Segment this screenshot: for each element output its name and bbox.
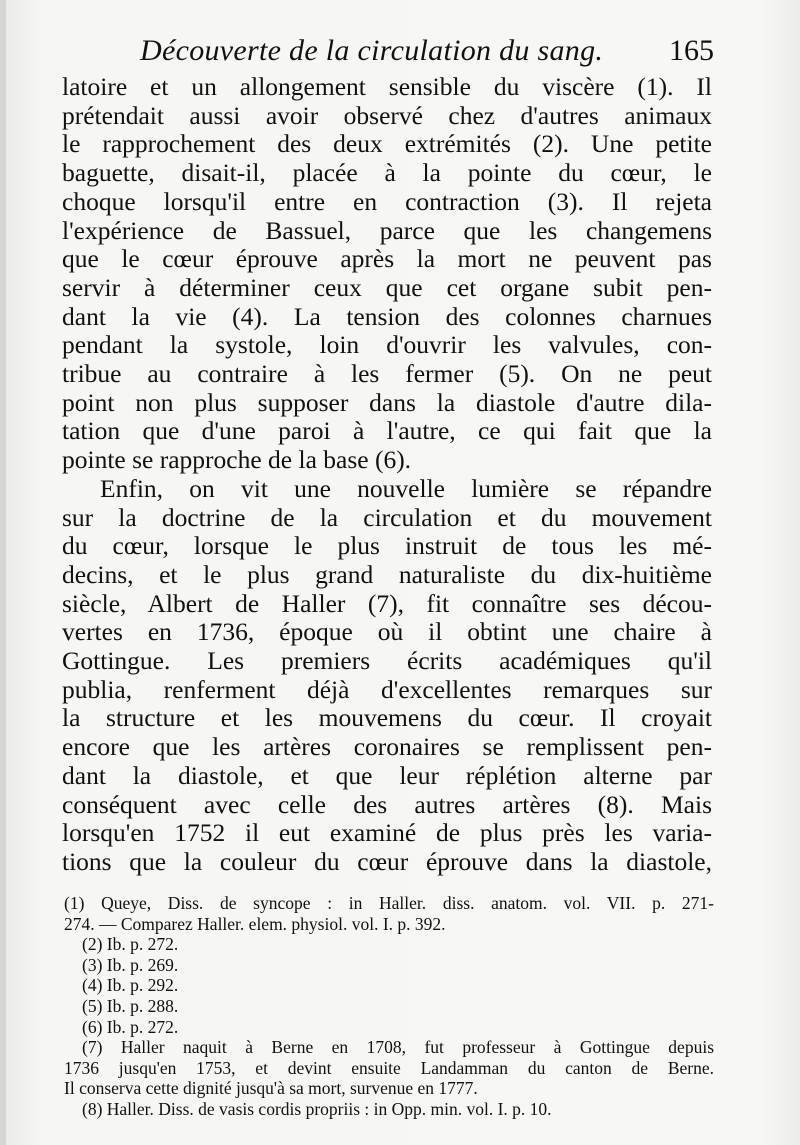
text-line: dant la diastole, et que leur réplétion alterne par [62, 760, 712, 790]
text-line: pendant la systole, loin d'ouvrir les valvules, con- [62, 330, 712, 360]
text-line: du cœur, lorsque le plus instruit de tous les mé- [62, 531, 712, 561]
text-line: sur la doctrine de la circulation et du mouvement [62, 502, 712, 532]
footnote-line: 1736 jusqu'en 1753, et devint ensuite Landamman du canton de Berne. [64, 1057, 714, 1078]
footnotes [64, 893, 714, 1120]
footnote-line: 274. — Comparez Haller. elem. physiol. vol. I. p. 392. [64, 913, 446, 934]
footnote-line: Il conserva cette dignité jusqu'à sa mort, survenue en 1777. [64, 1078, 478, 1099]
running-title: Découverte de la circulation du sang. [140, 34, 604, 67]
footnote-line: (8) Haller. Diss. de vasis cordis propriis : in Opp. min. vol. I. p. 10. [82, 1098, 552, 1119]
text-line: le rapprochement des deux extrémités (2). Une petite [62, 129, 712, 159]
footnote-line: (2) Ib. p. 272. [82, 934, 179, 955]
text-line: la structure et les mouvemens du cœur. Il croyait [62, 703, 712, 733]
text-line: tions que la couleur du cœur éprouve dans la diastole, [62, 846, 712, 876]
footnote-line: (6) Ib. p. 272. [82, 1016, 179, 1037]
footnote-line: (5) Ib. p. 288. [82, 995, 179, 1016]
page-number: 165 [669, 34, 714, 67]
text-line: publia, renferment déjà d'excellentes remarques sur [62, 674, 712, 704]
footnote-line: (1) Queye, Diss. de syncope : in Haller. diss. anatom. vol. VII. p. 271- [64, 893, 714, 913]
text-line: choque lorsqu'il entre en contraction (3). Il rejeta [62, 186, 712, 216]
text-line: tation que d'une paroi à l'autre, ce qui fait que la [62, 416, 712, 446]
body-text [62, 73, 712, 877]
text-line: lorsqu'en 1752 il eut examiné de plus près les varia- [62, 818, 712, 848]
page-edge-shadow [0, 0, 6, 1145]
text-line: point non plus supposer dans la diastole d'autre dila- [62, 387, 712, 417]
text-line: servir à déterminer ceux que cet organe subit pen- [62, 272, 712, 302]
text-line: baguette, disait-il, placée à la pointe du cœur, le [62, 158, 712, 188]
text-line: latoire et un allongement sensible du viscère (1). Il [62, 72, 712, 101]
text-line: que le cœur éprouve après la mort ne peuvent pas [62, 244, 712, 274]
footnote-line: (4) Ib. p. 292. [82, 975, 179, 996]
text-line: tribue au contraire à les fermer (5). On ne peut [62, 359, 712, 389]
footnote-line: (7) Haller naquit à Berne en 1708, fut professeur à Gottingue depuis [82, 1037, 714, 1058]
page-header [140, 34, 714, 74]
text-line: encore que les artères coronaires se remplissent pen- [62, 732, 712, 762]
footnote-line: (3) Ib. p. 269. [82, 954, 179, 975]
text-line: l'expérience de Bassuel, parce que les changemens [62, 215, 712, 245]
text-line: siècle, Albert de Haller (7), fit connaître ses décou- [62, 588, 712, 618]
text-line: prétendait aussi avoir observé chez d'autres animaux [62, 100, 712, 130]
text-line: dant la vie (4). La tension des colonnes charnues [62, 301, 712, 331]
text-line: decins, et le plus grand naturaliste du dix-huitième [62, 559, 712, 589]
text-line: conséquent avec celle des autres artères (8). Mais [62, 789, 712, 819]
text-line: pointe se rapproche de la base (6). [62, 445, 412, 475]
text-line: Gottingue. Les premiers écrits académiques qu'il [62, 646, 712, 676]
text-line: vertes en 1736, époque où il obtint une chaire à [62, 617, 712, 647]
paragraph-start-line: Enfin, on vit une nouvelle lumière se répandre [100, 473, 712, 503]
